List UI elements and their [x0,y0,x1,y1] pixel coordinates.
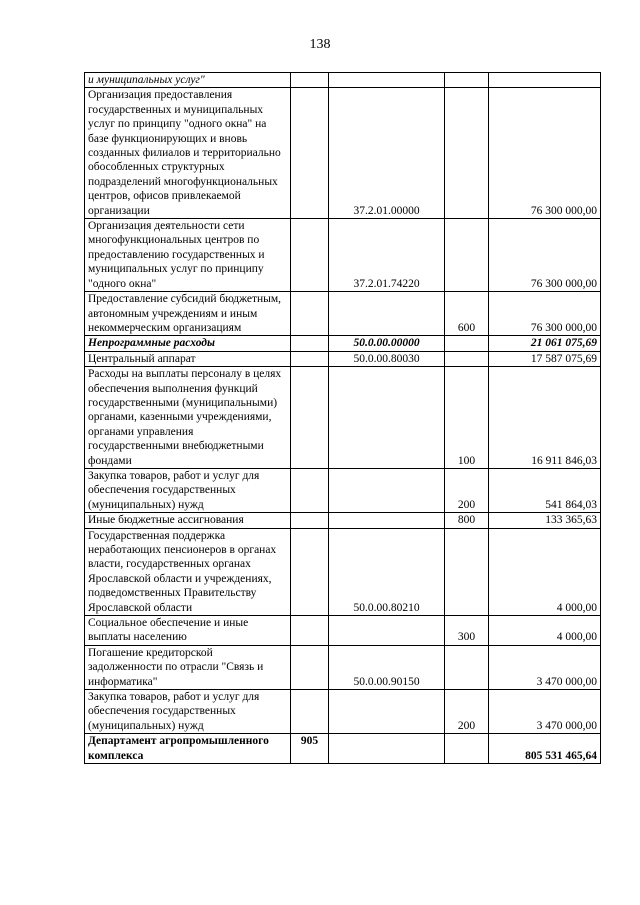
page-number: 138 [309,37,331,52]
row-name-cell: Расходы на выплаты персоналу в целях обеспечения выполнения функций государственными (муниципальными) органами, казенными учреждениями, органами управления государственными внебюджетными фондами [85,367,291,469]
row-name-cell: Социальное обеспечение и иные выплаты населению [85,616,291,646]
row-sum-cell: 133 365,63 [489,513,601,528]
row-ved-cell [291,73,329,88]
budget-table [84,72,601,764]
row-ved-cell [291,336,329,351]
table-row [85,468,601,512]
row-sum-cell: 76 300 000,00 [489,219,601,292]
row-sum-cell: 805 531 465,64 [489,734,601,764]
row-sum-cell: 541 864,03 [489,468,601,512]
row-cs-cell [329,468,445,512]
row-cs-cell: 37.2.01.74220 [329,219,445,292]
row-vr-cell [445,73,489,88]
row-name-cell: Иные бюджетные ассигнования [85,513,291,528]
row-sum-cell: 21 061 075,69 [489,336,601,351]
row-vr-cell [445,336,489,351]
row-vr-cell [445,351,489,366]
row-sum-cell: 76 300 000,00 [489,88,601,219]
table-row [85,88,601,219]
row-name-cell: Центральный аппарат [85,351,291,366]
row-ved-cell [291,367,329,469]
row-vr-cell: 600 [445,292,489,336]
row-name-cell: Погашение кредиторской задолженности по отрасли "Связь и информатика" [85,645,291,689]
row-vr-cell: 100 [445,367,489,469]
row-cs-cell [329,690,445,734]
row-cs-cell: 50.0.00.80210 [329,528,445,615]
row-ved-cell [291,219,329,292]
table-row [85,513,601,528]
row-vr-cell [445,528,489,615]
row-name-cell: Государственная поддержка неработающих пенсионеров в органах власти, государственных органах Ярославской области и учреждениях, подведомственных Правительству Ярославской области [85,528,291,615]
row-cs-cell: 50.0.00.00000 [329,336,445,351]
table-row [85,336,601,351]
row-cs-cell [329,616,445,646]
budget-table-body [85,73,601,764]
row-ved-cell [291,292,329,336]
row-ved-cell [291,528,329,615]
row-ved-cell [291,468,329,512]
row-ved-cell [291,351,329,366]
row-sum-cell: 17 587 075,69 [489,351,601,366]
row-cs-cell [329,734,445,764]
row-cs-cell: 37.2.01.00000 [329,88,445,219]
row-name-cell: Закупка товаров, работ и услуг для обеспечения государственных (муниципальных) нужд [85,690,291,734]
table-row [85,351,601,366]
row-name-cell: и муниципальных услуг" [85,73,291,88]
row-vr-cell: 800 [445,513,489,528]
row-ved-cell [291,690,329,734]
table-row [85,73,601,88]
row-cs-cell [329,292,445,336]
row-vr-cell: 200 [445,468,489,512]
row-name-cell: Предоставление субсидий бюджетным, автономным учреждениям и иным некоммерческим организациям [85,292,291,336]
row-ved-cell [291,645,329,689]
row-cs-cell [329,513,445,528]
row-ved-cell [291,513,329,528]
row-sum-cell: 16 911 846,03 [489,367,601,469]
row-vr-cell [445,219,489,292]
row-vr-cell [445,734,489,764]
row-sum-cell: 3 470 000,00 [489,645,601,689]
row-vr-cell [445,645,489,689]
row-cs-cell [329,73,445,88]
row-sum-cell: 3 470 000,00 [489,690,601,734]
row-cs-cell [329,367,445,469]
row-sum-cell: 4 000,00 [489,528,601,615]
table-row [85,528,601,615]
row-vr-cell: 200 [445,690,489,734]
row-name-cell: Закупка товаров, работ и услуг для обеспечения государственных (муниципальных) нужд [85,468,291,512]
table-row [85,616,601,646]
row-sum-cell: 76 300 000,00 [489,292,601,336]
row-name-cell: Департамент агропромышленного комплекса [85,734,291,764]
table-row [85,367,601,469]
row-vr-cell: 300 [445,616,489,646]
table-row [85,645,601,689]
row-ved-cell: 905 [291,734,329,764]
row-ved-cell [291,88,329,219]
row-name-cell: Организация предоставления государственных и муниципальных услуг по принципу "одного окна" на базе функционирующих и вновь созданных филиалов и территориально обособленных структурных подразделений многофункциональных центров, офисов привлекаемой организации [85,88,291,219]
row-cs-cell: 50.0.00.80030 [329,351,445,366]
row-sum-cell: 4 000,00 [489,616,601,646]
table-row [85,734,601,764]
table-row [85,219,601,292]
row-name-cell: Организация деятельности сети многофункциональных центров по предоставлению государственных и муниципальных услуг по принципу "одного окна" [85,219,291,292]
row-name-cell: Непрограммные расходы [85,336,291,351]
table-row [85,690,601,734]
row-sum-cell [489,73,601,88]
table-row [85,292,601,336]
row-cs-cell: 50.0.00.90150 [329,645,445,689]
row-vr-cell [445,88,489,219]
row-ved-cell [291,616,329,646]
